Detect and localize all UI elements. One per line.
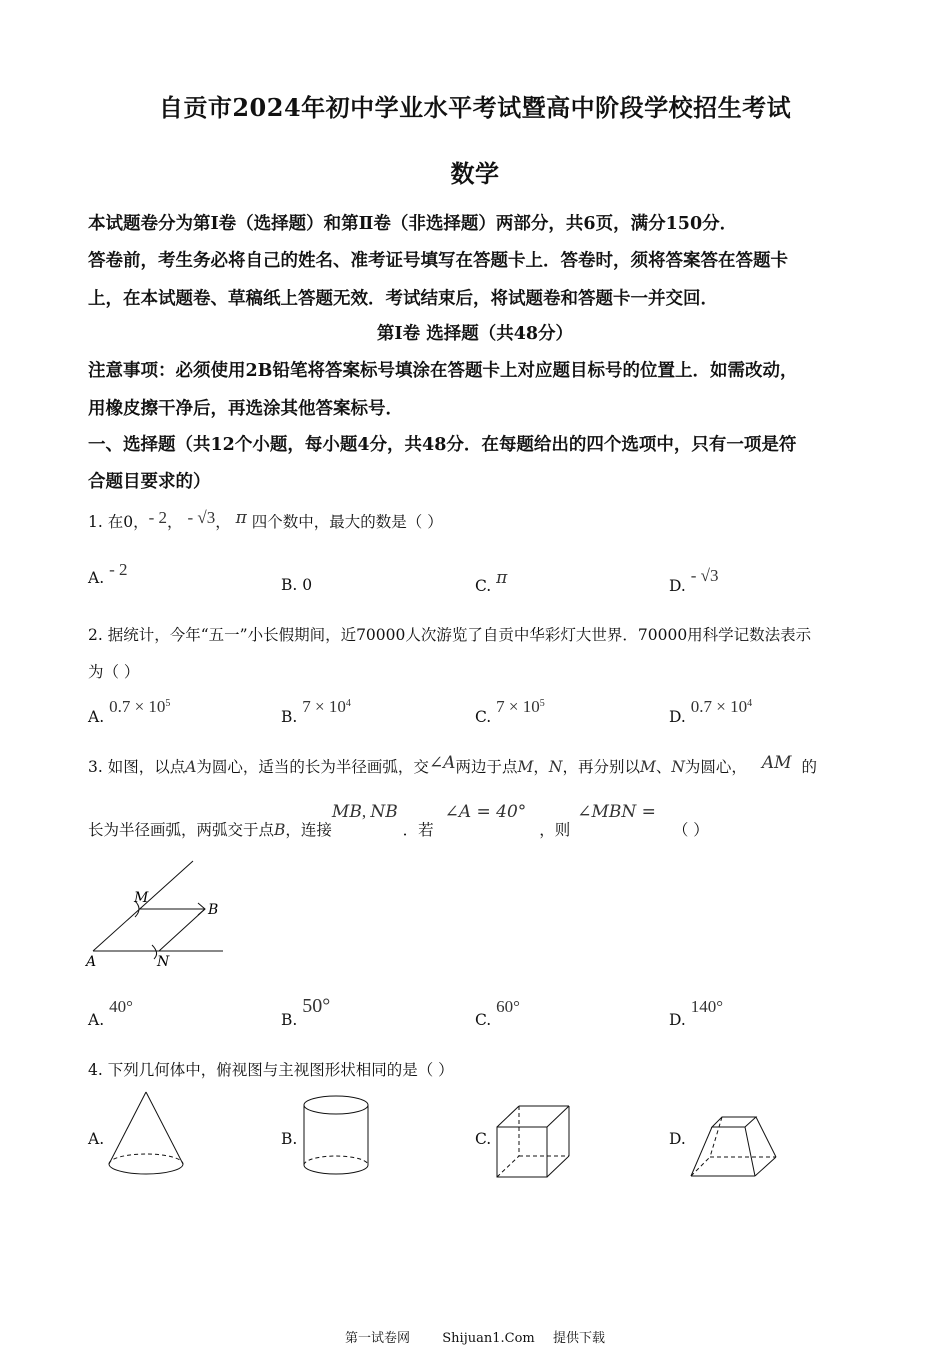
q3-text: ，则 [539, 821, 571, 839]
q1-math-neg2: - 2 [148, 508, 167, 527]
question-4-stem: 4. 下列几何体中，俯视图与主视图形状相同的是（ ） [88, 1061, 454, 1079]
option-letter: D. [669, 1011, 686, 1029]
q2-option-b[interactable] [281, 697, 351, 726]
q3-text: 、 [655, 758, 672, 776]
label-b: B [208, 902, 219, 918]
option-value: 140° [690, 997, 724, 1016]
q3-text: ，再分别以 [562, 758, 640, 776]
notice-line-2: 用橡皮擦干净后，再选涂其他答案标号． [88, 399, 403, 419]
page-footer [0, 1327, 950, 1346]
option-base: 7 × 10 [302, 697, 346, 716]
segment-nb [159, 909, 205, 951]
section-heading-line-1: 一、选择题（共12个小题，每小题4分，共48分．在每题给出的四个选项中，只有一项是符 [88, 435, 797, 455]
q3-option-d[interactable] [669, 997, 724, 1029]
q3-option-b[interactable] [281, 995, 331, 1029]
q1-sep2: ， [215, 513, 231, 531]
arc-at-n [152, 945, 157, 959]
option-value: 60° [496, 997, 520, 1016]
q4-option-b-label[interactable]: B. [281, 1130, 298, 1148]
option-letter: B. [281, 708, 298, 726]
q3-angle-a: ∠A [428, 753, 456, 773]
option-letter: C. [475, 708, 492, 726]
option-base: 0.7 × 10 [690, 697, 748, 716]
cube-figure [494, 1102, 574, 1182]
subject-title: 数学 [450, 159, 500, 188]
q3-var-a: A [185, 758, 197, 776]
q2-option-c[interactable] [475, 697, 545, 726]
option-letter: D. [669, 577, 686, 595]
q1-math-negsqrt3: - √3 [187, 508, 216, 527]
frustum-figure [688, 1112, 780, 1182]
q3-text: ．若 [402, 821, 434, 839]
q3-var-n: N [671, 758, 685, 776]
q3-segment-nb: NB [370, 802, 398, 822]
q3-text: （ ） [672, 821, 709, 839]
footer-domain[interactable]: Shijuan1.Com [442, 1331, 535, 1346]
q3-text: 3. 如图，以点 [88, 758, 186, 776]
q1-option-a[interactable] [88, 560, 128, 588]
q3-var-m: M [639, 758, 656, 776]
q3-text: ，连接 [285, 821, 332, 839]
question-1-stem [88, 510, 443, 532]
q3-text: 为圆心，适当的长为半径画弧，交 [196, 758, 429, 776]
label-a: A [86, 954, 97, 970]
q3-text: 为圆心， [684, 758, 747, 776]
q3-text: 两边于点 [455, 758, 518, 776]
question-3-line-2: 长为半径画弧，两弧交于点B，连接MB, NB ．若 ∠A = 40° ，则 ∠MBN = （ ） [88, 802, 709, 839]
option-letter: C. [475, 1011, 492, 1029]
option-letter: A. [88, 1011, 105, 1029]
q3-given-angle: ∠A = 40° [444, 802, 527, 822]
option-value: 50° [302, 995, 331, 1017]
option-value: 0 [302, 576, 313, 594]
q3-var-m: M [517, 758, 534, 776]
q3-segment-mb: MB [331, 802, 362, 822]
option-value: π [496, 568, 508, 588]
section-heading-line-2: 合题目要求的） [88, 472, 211, 492]
q3-figure [80, 855, 230, 975]
cone-figure [106, 1088, 186, 1178]
q1-math-pi: π [235, 508, 247, 528]
intro-line-2: 答卷前，考生务必将自己的姓名、准考证号填写在答题卡上．答卷时，须将答案答在答题卡 [88, 251, 788, 271]
option-letter: B. [281, 576, 298, 594]
intro-line-1: 本试题卷分为第Ⅰ卷（选择题）和第Ⅱ卷（非选择题）两部分，共6页，满分150分． [88, 214, 738, 234]
option-letter: D. [669, 708, 686, 726]
option-value: 40° [109, 997, 133, 1016]
q1-option-d[interactable] [669, 566, 719, 595]
q2-option-d[interactable] [669, 697, 753, 726]
option-letter: C. [475, 577, 492, 595]
question-3-line-1 [88, 755, 817, 777]
option-exponent: 5 [539, 697, 545, 709]
intro-line-3: 上，在本试题卷、草稿纸上答题无效．考试结束后，将试题卷和答题卡一并交回． [88, 289, 718, 309]
q3-angle-mbn: ∠MBN = [577, 802, 656, 822]
q3-var-n: N [548, 758, 563, 776]
q3-option-c[interactable] [475, 997, 520, 1029]
option-base: 7 × 10 [496, 697, 540, 716]
q4-option-d-label[interactable]: D. [669, 1130, 686, 1148]
label-n: N [157, 954, 170, 970]
q1-option-c[interactable] [475, 568, 508, 595]
question-2-line-1: 2. 据统计，今年“五一”小长假期间，近70000人次游览了自贡中华彩灯大世界．70000用科学记数法表示 [88, 626, 812, 644]
label-m: M [134, 890, 149, 906]
option-value: - 2 [109, 560, 128, 579]
q1-suffix: 四个数中，最大的数是（ ） [251, 513, 443, 531]
q4-option-a-label[interactable]: A. [88, 1130, 105, 1148]
question-2-line-2: 为（ ） [88, 663, 140, 681]
q3-text: 长为半径画弧，两弧交于点 [88, 821, 275, 839]
q2-option-a[interactable] [88, 697, 171, 726]
option-letter: B. [281, 1011, 298, 1029]
footer-site: 第一试卷网 [344, 1331, 410, 1346]
option-letter: A. [88, 708, 105, 726]
ray-am [93, 861, 193, 951]
option-exponent: 4 [345, 697, 351, 709]
q3-segment-am: AM [761, 753, 792, 773]
footer-note: 提供下载 [553, 1331, 606, 1346]
option-exponent: 5 [165, 697, 171, 709]
q1-sep1: ， [167, 513, 183, 531]
option-letter: A. [88, 569, 105, 587]
q3-text: ， [533, 758, 549, 776]
notice-line-1: 注意事项：必须使用2B铅笔将答案标号填涂在答题卡上对应题目标号的位置上．如需改动， [88, 361, 798, 381]
q3-var-b: B [274, 821, 286, 839]
part1-heading: 第Ⅰ卷 选择题（共48分） [376, 324, 574, 344]
q3-option-a[interactable] [88, 997, 133, 1029]
q3-text: 的 [801, 758, 818, 776]
q4-option-c-label[interactable]: C. [475, 1130, 492, 1148]
cylinder-figure [300, 1094, 372, 1178]
option-exponent: 4 [747, 697, 753, 709]
q1-option-b[interactable] [281, 576, 312, 594]
exam-title: 自贡市2024年初中学业水平考试暨高中阶段学校招生考试 [158, 93, 792, 122]
option-value: - √3 [690, 566, 719, 585]
q1-prefix: 1. 在0， [88, 513, 149, 531]
option-base: 0.7 × 10 [109, 697, 166, 716]
